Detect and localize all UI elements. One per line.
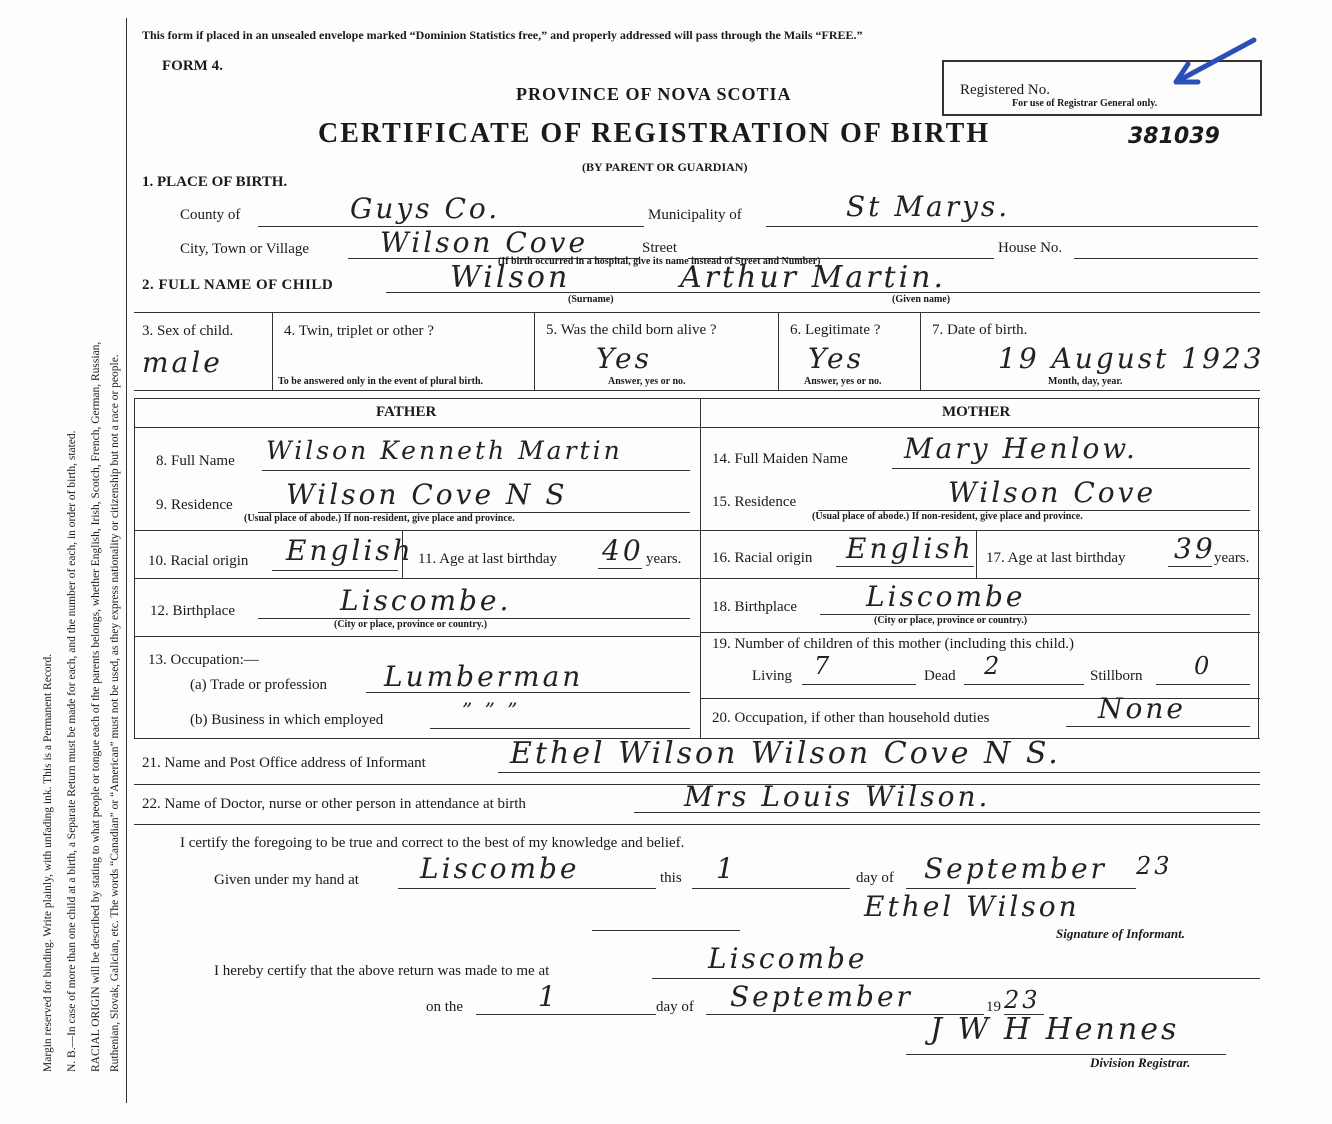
certify-text: I certify the foregoing to be true and correct to the best of my knowledge and belief. xyxy=(180,835,685,851)
page-title: CERTIFICATE OF REGISTRATION OF BIRTH xyxy=(318,118,991,149)
alive-value: Yes xyxy=(596,342,652,375)
mother-occupation: None xyxy=(1098,692,1186,725)
twin-label: 4. Twin, triplet or other ? xyxy=(284,323,434,339)
doctor-value: Mrs Louis Wilson. xyxy=(684,780,991,813)
legit-note: Answer, yes or no. xyxy=(804,376,882,387)
informant-value: Ethel Wilson Wilson Cove N S. xyxy=(510,736,1061,771)
registrar-text: I hereby certify that the above return was made to me at xyxy=(214,963,550,979)
mother-residence-label: 15. Residence xyxy=(712,494,797,510)
surname-caption: (Surname) xyxy=(568,294,614,305)
municipality-label: Municipality of xyxy=(648,207,742,223)
father-age: 40 xyxy=(602,534,644,567)
margin-note-4: Ruthenian, Slovak, Galician, etc. The words “Canadian” or “American” must not be used, as they express nationality or citizenship but not a race or people. xyxy=(109,354,121,1072)
children-label: 19. Number of children of this mother (including this child.) xyxy=(712,636,1075,652)
registrar-year: 23 xyxy=(1004,986,1041,1014)
city-value: Wilson Cove xyxy=(380,226,589,259)
father-birthplace: Liscombe. xyxy=(340,584,512,617)
father-years: years. xyxy=(646,551,682,567)
certify-month: September xyxy=(924,852,1107,885)
street-label: Street xyxy=(642,240,677,256)
mother-race: English xyxy=(846,532,974,565)
registrar-caption: Division Registrar. xyxy=(1090,1055,1191,1070)
father-occupation-label: 13. Occupation:— xyxy=(148,652,259,668)
municipality-line xyxy=(766,226,1258,227)
on-the-label: on the xyxy=(426,999,464,1015)
stillborn-value: 0 xyxy=(1194,652,1213,680)
mother-residence: Wilson Cove xyxy=(948,476,1157,509)
binding-line xyxy=(126,18,127,1103)
father-residence: Wilson Cove N S xyxy=(286,478,568,511)
mother-occupation-label: 20. Occupation, if other than household duties xyxy=(712,710,990,726)
child-name-label: 2. FULL NAME OF CHILD xyxy=(142,277,334,293)
registrar-month: September xyxy=(730,980,913,1013)
row3-bottom-line xyxy=(134,390,1260,391)
legit-label: 6. Legitimate ? xyxy=(790,322,881,338)
living-value: 7 xyxy=(814,652,833,680)
father-trade-label: (a) Trade or profession xyxy=(190,677,328,693)
dob-note: Month, day, year. xyxy=(1048,376,1123,387)
mother-age-label: 17. Age at last birthday xyxy=(986,550,1126,566)
house-label: House No. xyxy=(998,240,1063,256)
certify-day: 1 xyxy=(716,852,737,885)
alive-label: 5. Was the child born alive ? xyxy=(546,322,717,338)
city-label: City, Town or Village xyxy=(180,241,310,257)
mother-birthplace-label: 18. Birthplace xyxy=(712,599,797,615)
place-of-birth-heading: 1. PLACE OF BIRTH. xyxy=(142,174,288,190)
mother-years: years. xyxy=(1214,550,1250,566)
mother-birthplace: Liscombe xyxy=(866,580,1026,613)
registrar-place: Liscombe xyxy=(708,942,868,975)
father-trade: Lumberman xyxy=(384,660,584,693)
certify-day-of-label: day of xyxy=(856,870,894,886)
parents-top-line xyxy=(134,398,1260,399)
father-race: English xyxy=(286,534,414,567)
doctor-label: 22. Name of Doctor, nurse or other person in attendance at birth xyxy=(142,796,526,812)
given-caption: (Given name) xyxy=(892,294,951,305)
mother-name-label: 14. Full Maiden Name xyxy=(712,451,848,467)
margin-note-2: N. B.—In case of more than one child at a birth, a Separate Return must be made for each, and the number of each, in order of birth, stated. xyxy=(66,430,78,1072)
stillborn-label: Stillborn xyxy=(1090,668,1143,684)
alive-note: Answer, yes or no. xyxy=(608,376,686,387)
registered-label: Registered No. xyxy=(960,82,1050,98)
mother-birthplace-note: (City or place, province or country.) xyxy=(874,615,1028,626)
registrar-day-of-label: day of xyxy=(656,999,694,1015)
signature-caption: Signature of Informant. xyxy=(1056,926,1185,941)
house-line xyxy=(1074,258,1258,259)
certify-year: 23 xyxy=(1136,852,1173,880)
twin-note: To be answered only in the event of plural birth. xyxy=(278,376,484,387)
registered-note: For use of Registrar General only. xyxy=(1012,98,1158,109)
margin-note-3: RACIAL ORIGIN will be described by stating to what people or tongue each of the parents belongs, whether English, Irish, Scotch, French, German, Russian, xyxy=(90,341,102,1072)
informant-signature: Ethel Wilson xyxy=(864,890,1080,923)
county-value: Guys Co. xyxy=(350,192,501,225)
dead-label: Dead xyxy=(924,668,956,684)
margin-note-1: Margin reserved for binding. Write plainly, with unfading ink. This is a Permanent Record. xyxy=(42,653,54,1072)
father-business: ” ” ” xyxy=(462,698,521,722)
informant-label: 21. Name and Post Office address of Informant xyxy=(142,755,426,771)
parents-header-line xyxy=(134,427,1260,428)
father-age-label: 11. Age at last birthday xyxy=(418,551,557,567)
father-name-label: 8. Full Name xyxy=(156,453,235,469)
dob-value: 19 August 1923 xyxy=(998,342,1265,375)
registrar-signature: J W H Hennes xyxy=(930,1012,1180,1047)
municipality-value: St Marys. xyxy=(846,190,1011,223)
father-birthplace-note: (City or place, province or country.) xyxy=(334,619,488,630)
blue-arrow-mark xyxy=(1154,32,1264,102)
father-residence-label: 9. Residence xyxy=(156,497,233,513)
sex-label: 3. Sex of child. xyxy=(142,323,234,339)
this-label: this xyxy=(660,870,682,886)
mother-residence-note: (Usual place of abode.) If non-resident, give place and province. xyxy=(812,511,1083,522)
father-business-label: (b) Business in which employed xyxy=(190,712,384,728)
father-name: Wilson Kenneth Martin xyxy=(266,436,623,465)
father-race-label: 10. Racial origin xyxy=(148,553,249,569)
province-heading: PROVINCE OF NOVA SCOTIA xyxy=(516,84,792,104)
dead-value: 2 xyxy=(984,652,1003,680)
certify-place: Liscombe xyxy=(420,852,580,885)
registered-box xyxy=(942,60,1262,116)
parents-divider xyxy=(700,398,701,738)
subtitle: (BY PARENT OR GUARDIAN) xyxy=(582,160,748,174)
registrar-day: 1 xyxy=(538,980,559,1013)
child-given-name: Arthur Martin. xyxy=(680,260,947,295)
mother-age: 39 xyxy=(1174,532,1216,565)
mother-heading: MOTHER xyxy=(942,404,1011,420)
registrar-year-prefix: 19 xyxy=(986,999,1001,1015)
father-residence-note: (Usual place of abode.) If non-resident, give place and province. xyxy=(244,513,515,524)
sex-value: male xyxy=(142,346,223,379)
child-surname: Wilson xyxy=(450,260,571,295)
living-label: Living xyxy=(752,668,792,684)
legit-value: Yes xyxy=(808,342,864,375)
certificate-number: 381039 xyxy=(1128,124,1220,149)
father-heading: FATHER xyxy=(376,404,437,420)
form-number: FORM 4. xyxy=(162,58,223,74)
separator-line xyxy=(592,930,740,931)
mail-note: This form if placed in an unsealed envelope marked “Dominion Statistics free,” and properly addressed will pass through the Mails “FREE.” xyxy=(142,28,863,42)
row3-top-line xyxy=(134,312,1260,313)
county-label: County of xyxy=(180,207,241,223)
hospital-note: (If birth occurred in a hospital, give its name instead of Street and Number) xyxy=(498,256,821,267)
mother-race-label: 16. Racial origin xyxy=(712,550,813,566)
given-under-label: Given under my hand at xyxy=(214,872,359,888)
father-birthplace-label: 12. Birthplace xyxy=(150,603,235,619)
dob-label: 7. Date of birth. xyxy=(932,322,1028,338)
mother-name: Mary Henlow. xyxy=(904,432,1138,465)
